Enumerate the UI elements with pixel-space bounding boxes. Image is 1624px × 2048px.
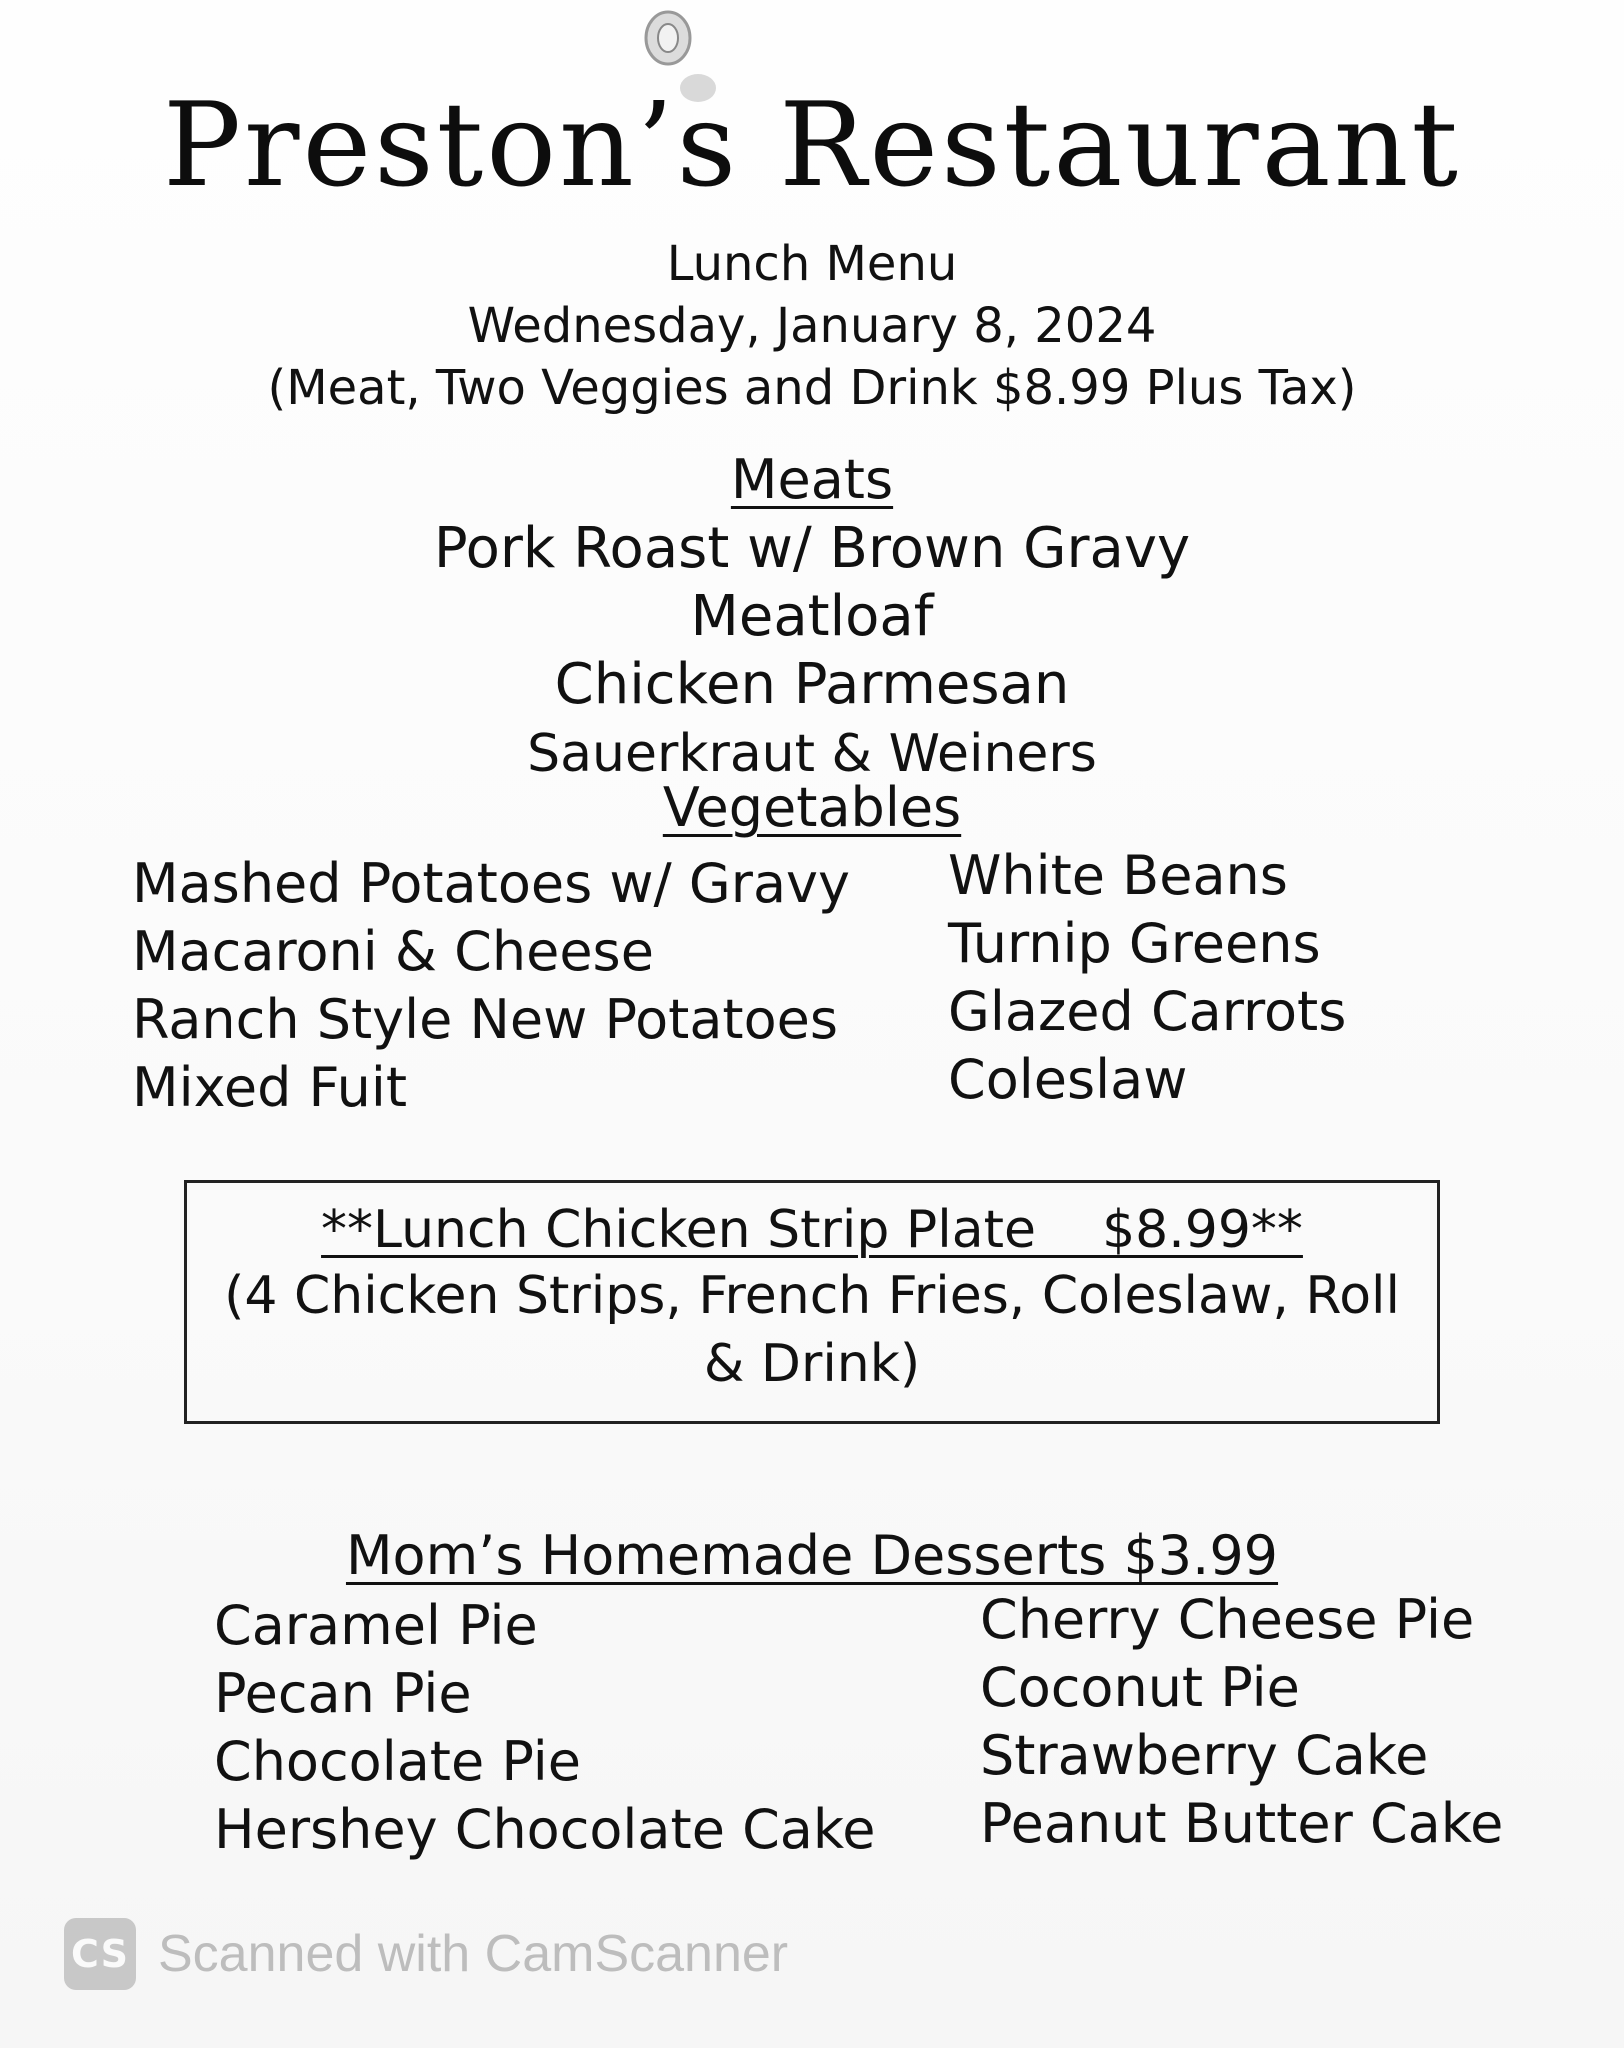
meat-item: Meatloaf (690, 584, 934, 649)
dessert-item: Strawberry Cake (980, 1724, 1429, 1787)
dessert-item: Caramel Pie (214, 1594, 538, 1657)
vegetable-item: White Beans (948, 844, 1288, 907)
vegetables-right-column (948, 842, 1346, 1114)
dessert-item: Pecan Pie (214, 1662, 472, 1725)
meat-item: Chicken Parmesan (554, 652, 1070, 717)
vegetable-item: Macaroni & Cheese (132, 920, 654, 983)
vegetable-item: Glazed Carrots (948, 980, 1347, 1043)
vegetables-heading: Vegetables (662, 776, 962, 839)
vegetable-item: Ranch Style New Potatoes (132, 988, 838, 1051)
desserts-right-column (980, 1586, 1503, 1858)
lunch-deal: (Meat, Two Veggies and Drink $8.99 Plus Tax) (267, 360, 1357, 416)
dessert-item: Coconut Pie (980, 1656, 1300, 1719)
vegetable-item: Turnip Greens (948, 912, 1321, 975)
menu-date: Wednesday, January 8, 2024 (467, 298, 1157, 354)
dessert-item: Hershey Chocolate Cake (214, 1798, 876, 1861)
desserts-heading: Mom’s Homemade Desserts $3.99 (345, 1524, 1279, 1587)
meats-heading: Meats (730, 448, 894, 511)
meat-item: Pork Roast w/ Brown Gravy (433, 516, 1191, 581)
dessert-item: Chocolate Pie (214, 1730, 581, 1793)
watermark-text: Scanned with CamScanner (158, 1925, 789, 1983)
desserts-left-column (214, 1592, 875, 1864)
meat-item: Sauerkraut & Weiners (527, 724, 1097, 784)
vegetables-left-column (132, 850, 850, 1122)
dessert-item: Peanut Butter Cake (980, 1792, 1504, 1855)
special-description: (4 Chicken Strips, French Fries, Coleslaw, Roll & Drink) (224, 1266, 1400, 1394)
menu-subtitle: Lunch Menu (666, 236, 958, 292)
vegetable-item: Mixed Fuit (132, 1056, 408, 1119)
vegetable-item: Coleslaw (948, 1048, 1188, 1111)
camscanner-watermark (64, 1918, 788, 1990)
special-heading: **Lunch Chicken Strip Plate $8.99** (321, 1200, 1303, 1260)
dessert-item: Cherry Cheese Pie (980, 1588, 1475, 1651)
vegetable-item: Mashed Potatoes w/ Gravy (132, 852, 850, 915)
camscanner-logo-icon: CS (64, 1918, 136, 1990)
restaurant-title: Preston’s Restaurant (162, 78, 1462, 213)
